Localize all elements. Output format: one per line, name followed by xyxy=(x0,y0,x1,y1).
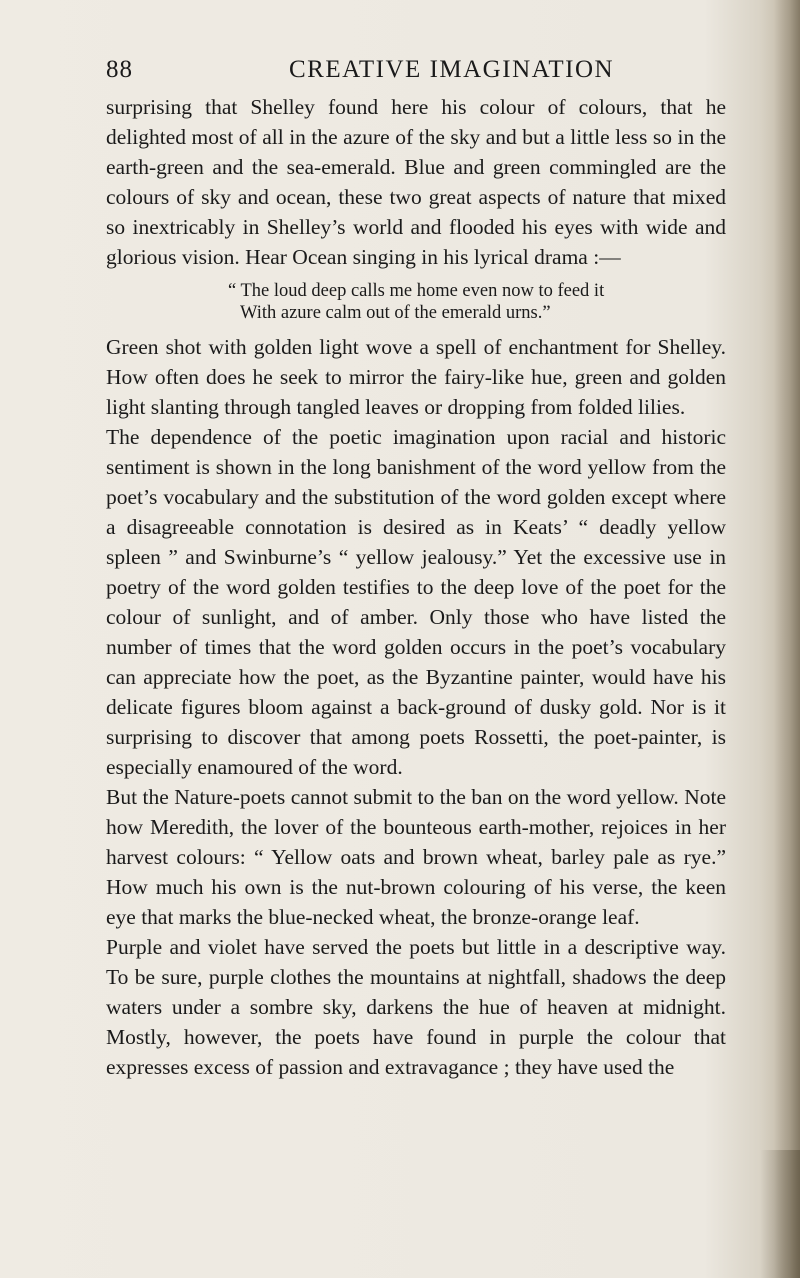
paragraph: Purple and violet have served the poets but little in a descriptive way. To be sure, purple clothes the mountains at nightfall, shadows the deep waters under a sombre sky, darkens the hue of heaven at midnight. Mostly, however, the poets have found in purple the colour that expresses excess of passion and extravagance ; they have used the xyxy=(106,935,726,1079)
block-quote xyxy=(106,280,726,324)
page-number: 88 xyxy=(106,56,133,83)
paragraph: The dependence of the poetic imagination upon racial and historic sentiment is shown in the long banishment of the word yellow from the poet’s vocabulary and the substitution of the word golden except where a disagreeable connotation is desired as in Keats’ “ deadly yellow spleen ” and Swinburne’s “ yellow jealousy.” Yet the excessive use in poetry of the word golden testifies to the deep love of the poet for the colour of sunlight, and of amber. Only those who have listed the number of times that the word golden occurs in the poet’s vocabulary can appreciate how the poet, as the Byzantine painter, would have his delicate figures bloom against a back-ground of dusky gold. Nor is it surprising to discover that among poets Rossetti, the poet-painter, is especially enamoured of the word. xyxy=(106,425,726,779)
page-edge-shadow xyxy=(774,0,800,1278)
body-text xyxy=(106,92,726,1082)
paragraph: surprising that Shelley found here his colour of colours, that he delighted most of all in the azure of the sky and but a little less so in the earth-green and the sea-emerald. Blue and green commingled are the colours of sky and ocean, these two great aspects of nature that mixed so inextricably in Shelley’s world and flooded his eyes with wide and glorious vision. Hear Ocean singing in his lyrical drama :— xyxy=(106,95,726,269)
page-header xyxy=(106,56,726,92)
running-title: CREATIVE IMAGINATION xyxy=(289,56,615,83)
paragraph: Green shot with golden light wove a spell of enchantment for Shelley. How often does he seek to mirror the fairy-like hue, green and golden light slanting through tangled leaves or dropping from folded lilies. xyxy=(106,335,726,419)
quote-line: With azure calm out of the emerald urns.” xyxy=(240,303,551,323)
paragraph: But the Nature-poets cannot submit to the ban on the word yellow. Note how Meredith, the lover of the bounteous earth-mother, rejoices in her harvest colours: “ Yellow oats and brown wheat, barley pale as rye.” How much his own is the nut-brown colouring of his verse, the keen eye that marks the blue-necked wheat, the bronze-orange leaf. xyxy=(106,785,726,929)
page-corner-shadow xyxy=(760,1150,800,1278)
quote-line: “ The loud deep calls me home even now to feed it xyxy=(228,281,605,301)
